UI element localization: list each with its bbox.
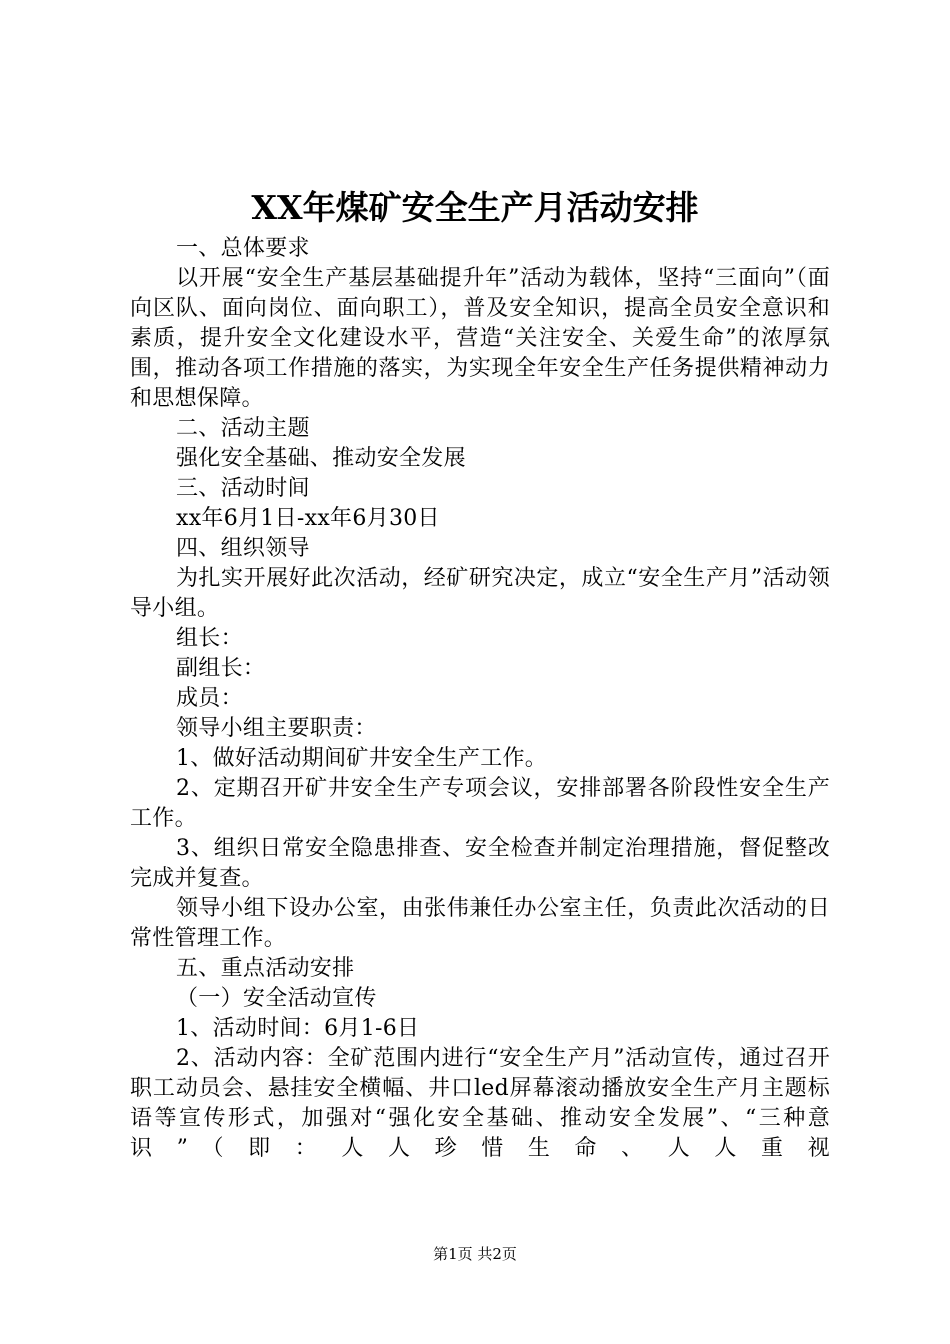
paragraph-activity-time: xx年6月1日-xx年6月30日: [176, 506, 440, 531]
subsection-heading-publicity: （一）安全活动宣传: [176, 986, 377, 1011]
section-heading-key-activities: 五、重点活动安排: [176, 956, 355, 981]
document-title: XX年煤矿安全生产月活动安排: [251, 188, 699, 227]
page-footer: 第1页 共2页: [433, 1245, 517, 1263]
list-item-responsibility-1: 1、做好活动期间矿井安全生产工作。: [176, 746, 548, 771]
list-item-responsibility-2: 2、定期召开矿井安全生产专项会议，安排部署各阶段性安全生产工作。: [130, 776, 830, 831]
paragraph-activity-theme: 强化安全基础、推动安全发展: [176, 446, 466, 471]
list-item-responsibility-3: 3、组织日常安全隐患排查、安全检查并制定治理措施，督促整改完成并复查。: [130, 836, 830, 891]
line-deputy-leader: 副组长：: [176, 656, 266, 681]
line-group-leader: 组长：: [176, 626, 243, 651]
paragraph-general-requirements: 以开展“安全生产基层基础提升年”活动为载体，坚持“三面向”（面向区队、面向岗位、面向职工），普及安全知识，提高全员安全意识和素质，提升安全文化建设水平，营造“关注安全、关爱生命”的浓厚氛围，推动各项工作措施的落实，为实现全年安全生产任务提供精神动力和思想保障。: [130, 266, 830, 411]
section-heading-organization: 四、组织领导: [176, 536, 310, 561]
line-responsibilities-heading: 领导小组主要职责：: [176, 716, 377, 741]
section-heading-general-requirements: 一、总体要求: [176, 236, 310, 261]
list-item-publicity-time: 1、活动时间：6月1-6日: [176, 1016, 420, 1041]
line-members: 成员：: [176, 686, 243, 711]
document-body: [130, 234, 830, 1164]
section-heading-activity-time: 三、活动时间: [176, 476, 310, 501]
list-item-publicity-content: 2、活动内容：全矿范围内进行“安全生产月”活动宣传，通过召开职工动员会、悬挂安全横幅、井口led屏幕滚动播放安全生产月主题标语等宣传形式，加强对“强化安全基础、推动安全发展”、“三种意识”（即：人人珍惜生命、人人重视: [130, 1046, 830, 1161]
paragraph-office: 领导小组下设办公室，由张伟兼任办公室主任，负责此次活动的日常性管理工作。: [130, 896, 830, 951]
paragraph-organization: 为扎实开展好此次活动，经矿研究决定，成立“安全生产月”活动领导小组。: [130, 566, 830, 621]
section-heading-activity-theme: 二、活动主题: [176, 416, 310, 441]
